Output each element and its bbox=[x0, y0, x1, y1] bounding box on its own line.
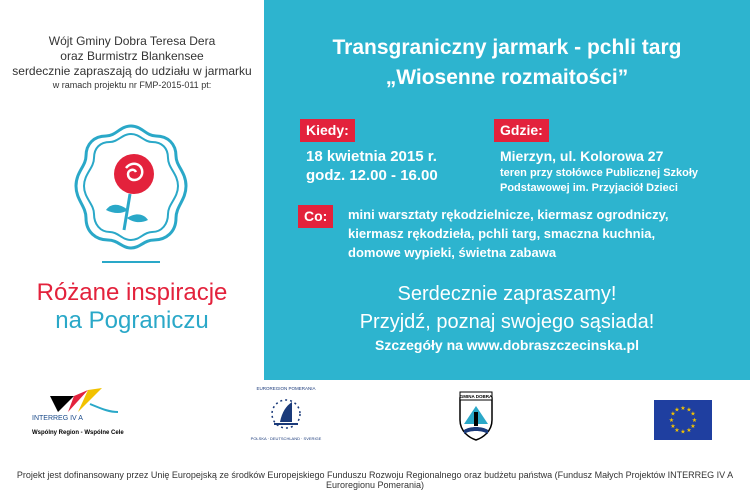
svg-text:★: ★ bbox=[686, 427, 692, 434]
event-location-detail-1: teren przy stołówce Publicznej Szkoły bbox=[500, 167, 699, 179]
event-date: 18 kwietnia 2015 r. bbox=[306, 148, 437, 165]
svg-text:★: ★ bbox=[680, 428, 686, 436]
activities-line-3: domowe wypieki, świetna zabawa bbox=[348, 245, 557, 260]
invitation-tagline: Przyjdź, poznaj swojego sąsiada! bbox=[359, 311, 655, 333]
svg-text:★: ★ bbox=[690, 423, 696, 430]
gmina-crest-label: GMINA DOBRA bbox=[459, 394, 493, 399]
funding-footnote: Projekt jest dofinansowany przez Unię Europejską ze środków Europejskiego Funduszu Rozwoju Regionalnego oraz budżetu państwa (Fundusz Małych Projektów INTERREG IV A Euroregionu Pomerania) bbox=[16, 470, 734, 490]
svg-text:★: ★ bbox=[690, 410, 696, 418]
svg-text:★: ★ bbox=[674, 406, 680, 414]
intro-line-3: serdecznie zapraszają do udziału w jarmarku bbox=[12, 64, 252, 78]
invitation-text bbox=[0, 34, 264, 91]
interreg-slogan: Wspólny Region - Wspólne Cele bbox=[32, 430, 124, 436]
event-panel bbox=[264, 0, 750, 380]
sponsor-logos bbox=[0, 380, 750, 460]
invitation-headline: Serdecznie zapraszamy! bbox=[397, 283, 617, 305]
svg-text:★: ★ bbox=[686, 406, 692, 414]
event-location-detail-2: Podstawowej im. Przyjaciół Dzieci bbox=[500, 182, 678, 194]
eu-flag-icon bbox=[654, 400, 712, 440]
project-name-line-2: na Pograniczu bbox=[55, 307, 209, 334]
left-panel bbox=[0, 0, 264, 380]
svg-text:★: ★ bbox=[674, 427, 680, 434]
what-label: Co: bbox=[298, 205, 333, 228]
where-label: Gdzie: bbox=[494, 119, 549, 142]
euroregion-title: EUROREGION POMERANIA bbox=[256, 386, 316, 391]
event-title: Transgraniczny jarmark - pchli targ bbox=[332, 36, 682, 59]
activities-line-2: kiermasz rękodzieła, pchli targ, smaczna kuchnia, bbox=[348, 226, 656, 241]
euroregion-pomerania-logo-icon bbox=[250, 382, 322, 448]
gmina-dobra-crest-icon bbox=[458, 390, 494, 442]
website-link[interactable]: Szczegóły na www.dobraszczecinska.pl bbox=[374, 337, 639, 353]
event-subtitle: „Wiosenne rozmaitości” bbox=[385, 66, 629, 89]
svg-text:★: ★ bbox=[680, 405, 686, 412]
when-label: Kiedy: bbox=[300, 119, 355, 142]
event-address: Mierzyn, ul. Kolorowa 27 bbox=[500, 148, 664, 164]
intro-line-1: Wójt Gminy Dobra Teresa Dera bbox=[48, 34, 216, 48]
project-name-line-1: Różane inspiracje bbox=[36, 279, 228, 306]
activities-line-1: mini warsztaty rękodzielnicze, kiermasz ogrodniczy, bbox=[348, 207, 669, 222]
interreg-title: INTERREG IV A bbox=[32, 415, 83, 422]
svg-text:★: ★ bbox=[668, 417, 675, 424]
svg-text:★: ★ bbox=[691, 417, 698, 424]
euroregion-countries: POLSKA · DEUTSCHLAND · SVERIGE bbox=[250, 436, 322, 441]
rose-badge-icon bbox=[72, 122, 190, 262]
intro-line-2: oraz Burmistrz Blankensee bbox=[60, 49, 204, 63]
event-time: godz. 12.00 - 16.00 bbox=[306, 167, 438, 184]
intro-line-4: w ramach projektu nr FMP-2015-011 pt: bbox=[52, 80, 212, 90]
svg-text:★: ★ bbox=[670, 410, 676, 418]
svg-text:★: ★ bbox=[670, 423, 676, 430]
interreg-logo-icon bbox=[30, 386, 130, 438]
